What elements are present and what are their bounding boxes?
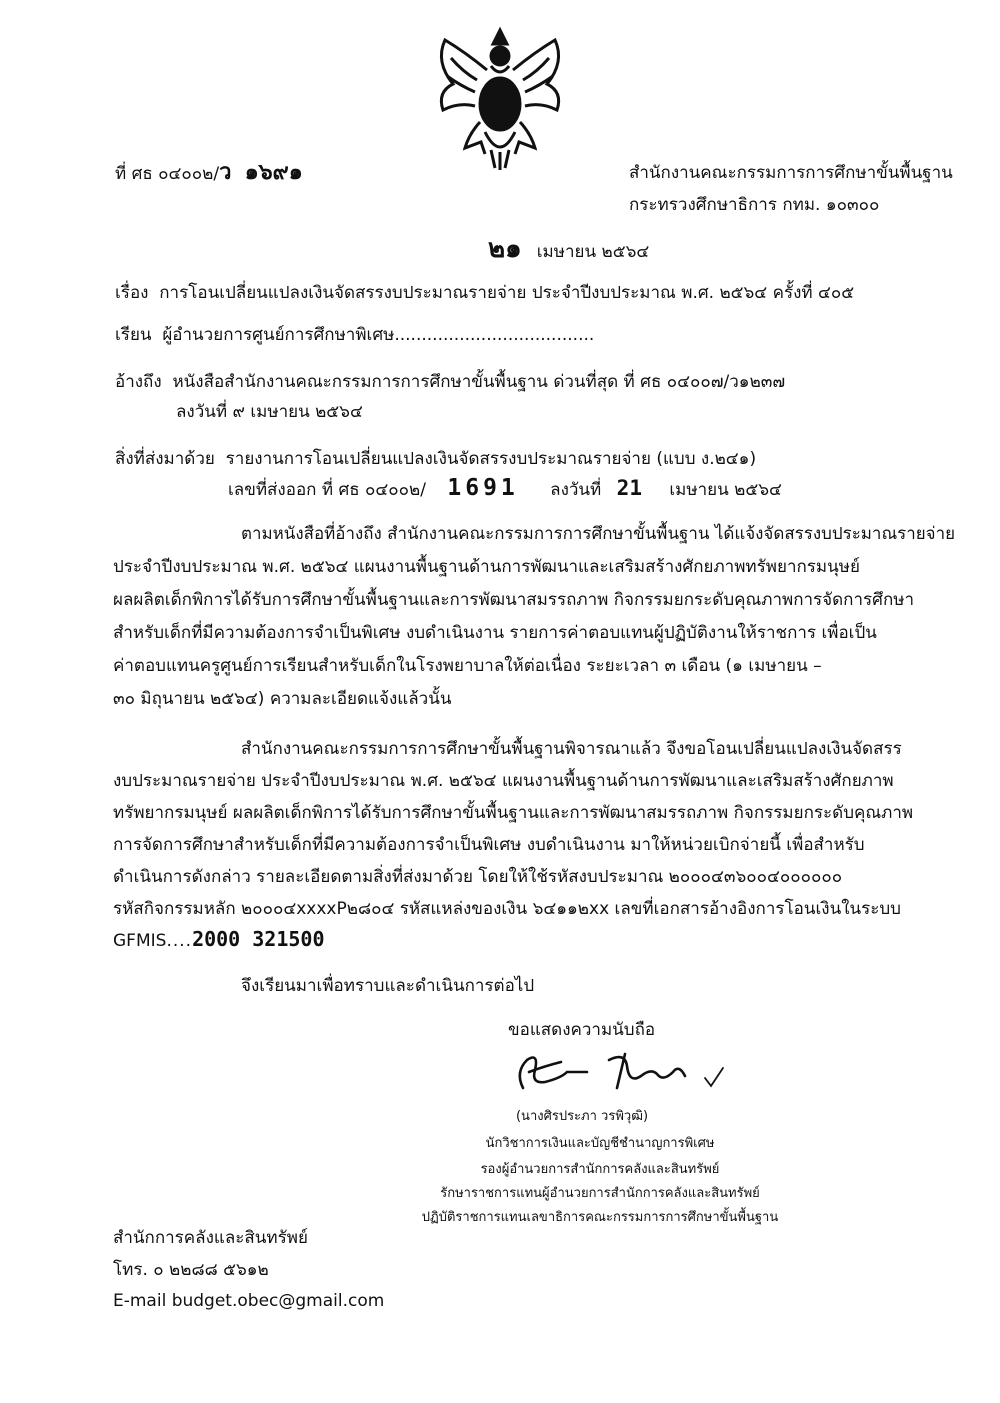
date-month-year: เมษายน ๒๕๖๔	[536, 242, 650, 262]
paragraph-2-line: การจัดการศึกษาสำหรับเด็กที่มีความต้องการจำเป็นพิเศษ งบดำเนินงาน มาให้หน่วยเบิกจ่ายนี้ เพื่อสำหรับ	[113, 835, 865, 855]
paragraph-2-line: งบประมาณรายจ่าย ประจำปีงบประมาณ พ.ศ. ๒๕๖๔ แผนงานพื้นฐานด้านการพัฒนาและเสริมสร้างศักยภาพ	[113, 771, 894, 791]
document-date	[488, 228, 649, 269]
reference-label: อ้างถึง	[115, 372, 162, 392]
enclosure-line-2	[228, 475, 782, 501]
reference-line-2: ลงวันที่ ๙ เมษายน ๒๕๖๔	[176, 402, 363, 422]
signatory-block	[380, 1105, 820, 1225]
salutation	[115, 325, 594, 345]
out-number-value: 1691	[447, 475, 519, 501]
doc-number-handwritten: ว ๑๖๙๑	[219, 160, 303, 185]
footer-office: สำนักการคลังและสินทรัพย์	[113, 1228, 308, 1248]
paragraph-1-line: ประจำปีงบประมาณ พ.ศ. ๒๕๖๔ แผนงานพื้นฐานด้านการพัฒนาและเสริมสร้างศักยภาพทรัพยากรมนุษย์	[113, 557, 860, 577]
enclosure-line-1	[115, 449, 756, 469]
enclosure-text: รายงานการโอนเปลี่ยนแปลงเงินจัดสรรงบประมาณรายจ่าย (แบบ ง.๒๔๑)	[225, 449, 757, 469]
enclosure-label: สิ่งที่ส่งมาด้วย	[115, 449, 215, 469]
reference-line-1	[115, 372, 785, 392]
signatory-name: (นางศิรประภา วรพิวุฒิ)	[515, 1109, 649, 1124]
doc-number-prefix: ที่ ศธ ๐๔๐๐๒/	[115, 164, 220, 184]
handwritten-signature-icon	[505, 1042, 735, 1097]
issuer-line-2: กระทรวงศึกษาธิการ กทม. ๑๐๓๐๐	[629, 195, 880, 215]
paragraph-2-line: รหัสกิจกรรมหลัก ๒๐๐๐๔xxxxP๒๘๐๔ รหัสแหล่งของเงิน ๖๔๑๑๒xx เลขที่เอกสารอ้างอิงการโอนเงินในระบบ	[113, 899, 901, 919]
doc-number	[115, 160, 303, 185]
salutation-label: เรียน	[115, 325, 152, 345]
footer-phone: โทร. ๐ ๒๒๘๘ ๕๖๑๒	[113, 1260, 269, 1280]
paragraph-2-line: ดำเนินการดังกล่าว รายละเอียดตามสิ่งที่ส่งมาด้วย โดยให้ใช้รหัสงบประมาณ ๒๐๐๐๔๓๖๐๐๔๐๐๐๐๐๐	[113, 867, 843, 887]
out-date-value: 21	[616, 476, 642, 500]
paragraph-1-line: ผลผลิตเด็กพิการได้รับการศึกษาขั้นพื้นฐานและการพัฒนาสมรรถภาพ กิจกรรมยกระดับคุณภาพการจัดการศึกษา	[113, 590, 914, 610]
signatory-position-2: รองผู้อำนวยการสำนักการคลังและสินทรัพย์	[480, 1162, 720, 1177]
out-date-prefix: ลงวันที่	[550, 480, 602, 500]
paragraph-2-line: สำนักงานคณะกรรมการการศึกษาขั้นพื้นฐานพิจารณาแล้ว จึงขอโอนเปลี่ยนแปลงเงินจัดสรร	[241, 739, 902, 759]
subject-text: การโอนเปลี่ยนแปลงเงินจัดสรรงบประมาณรายจ่าย ประจำปีงบประมาณ พ.ศ. ๒๕๖๔ ครั้งที่ ๔๐๕	[159, 283, 855, 303]
date-day: ๒๑	[488, 234, 522, 264]
issuer-line-1: สำนักงานคณะกรรมการการศึกษาขั้นพื้นฐาน	[629, 163, 953, 183]
gfmis-value: 2000 321500	[192, 927, 325, 951]
paragraph-1-line: ๓๐ มิถุนายน ๒๕๖๔) ความละเอียดแจ้งแล้วนั้น	[113, 689, 452, 709]
salutation-text: ผู้อำนวยการศูนย์การศึกษาพิเศษ.....................................	[162, 325, 595, 345]
paragraph-2-line: ทรัพยากรมนุษย์ ผลผลิตเด็กพิการได้รับการศึกษาขั้นพื้นฐานและการพัฒนาสมรรถภาพ กิจกรรมยกระดับคุณภาพ	[113, 803, 914, 823]
subject-label: เรื่อง	[115, 283, 149, 303]
regards-text: ขอแสดงความนับถือ	[508, 1020, 656, 1040]
paragraph-1-line: ค่าตอบแทนครูศูนย์การเรียนสำหรับเด็กในโรงพยาบาลให้ต่อเนื่อง ระยะเวลา ๓ เดือน (๑ เมษายน –	[113, 656, 822, 676]
gfmis-line: GFMIS....2000 321500	[113, 927, 325, 951]
out-number-prefix: เลขที่ส่งออก ที่ ศธ ๐๔๐๐๒/	[228, 480, 426, 500]
paragraph-1-line: สำหรับเด็กที่มีความต้องการจำเป็นพิเศษ งบดำเนินงาน รายการค่าตอบแทนผู้ปฏิบัติงานให้ราชการ เพื่อเป็น	[113, 623, 877, 643]
closing-text: จึงเรียนมาเพื่อทราบและดำเนินการต่อไป	[241, 976, 535, 996]
footer-email: E-mail budget.obec@gmail.com	[113, 1291, 385, 1311]
reference-text-1: หนังสือสำนักงานคณะกรรมการการศึกษาขั้นพื้นฐาน ด่วนที่สุด ที่ ศธ ๐๔๐๐๗/ว๑๒๓๗	[172, 372, 786, 392]
paragraph-1-line: ตามหนังสือที่อ้างถึง สำนักงานคณะกรรมการการศึกษาขั้นพื้นฐาน ได้แจ้งจัดสรรงบประมาณรายจ่าย	[241, 524, 955, 544]
gfmis-label: GFMIS	[113, 931, 167, 951]
signatory-position-4: ปฏิบัติราชการแทนเลขาธิการคณะกรรมการการศึกษาขั้นพื้นฐาน	[421, 1210, 779, 1225]
signatory-position-3: รักษาราชการแทนผู้อำนวยการสำนักการคลังและสินทรัพย์	[440, 1186, 760, 1201]
out-date-suffix: เมษายน ๒๕๖๔	[669, 480, 782, 500]
signatory-position-1: นักวิชาการเงินและบัญชีชำนาญการพิเศษ	[485, 1136, 715, 1151]
garuda-emblem-icon	[425, 22, 575, 172]
subject	[115, 283, 854, 303]
